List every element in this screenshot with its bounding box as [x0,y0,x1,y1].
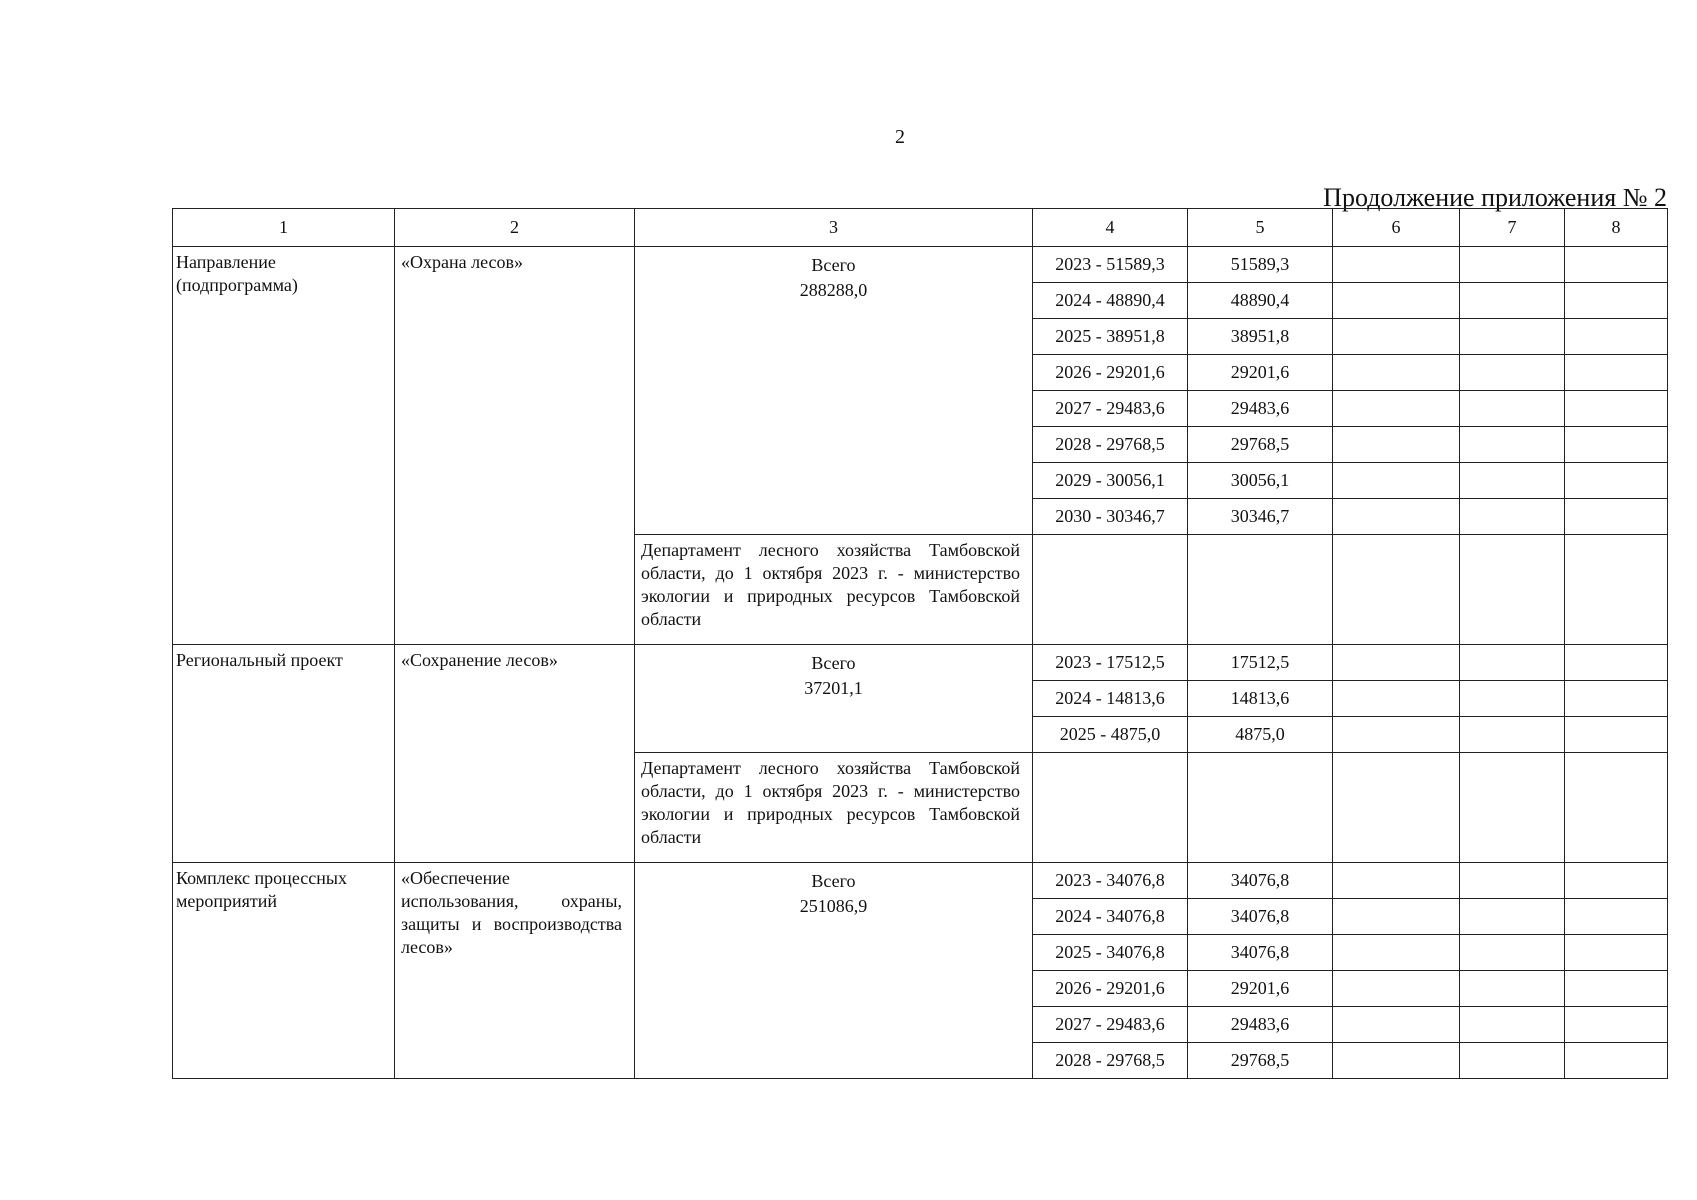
empty-cell [1565,971,1668,1007]
amount: 38951,8 [1188,319,1333,355]
amount: 29201,6 [1188,355,1333,391]
year-amount: 2030 - 30346,7 [1033,499,1188,535]
total-label: Всего [811,255,856,275]
column-header: 5 [1188,209,1333,247]
empty-cell [1333,1043,1460,1079]
empty-cell [1565,899,1668,935]
empty-cell [1333,1007,1460,1043]
empty-cell [1565,427,1668,463]
amount: 29483,6 [1188,391,1333,427]
column-header: 7 [1460,209,1565,247]
year-amount: 2027 - 29483,6 [1033,391,1188,427]
amount: 14813,6 [1188,681,1333,717]
year-amount: 2025 - 4875,0 [1033,717,1188,753]
section-name: «Сохранение лесов» [395,645,635,863]
empty-cell [1460,391,1565,427]
empty-cell [1565,645,1668,681]
empty-cell [1565,717,1668,753]
amount: 34076,8 [1188,863,1333,899]
amount: 34076,8 [1188,935,1333,971]
empty-cell [1565,681,1668,717]
empty-cell [1460,283,1565,319]
table-row [173,247,1668,283]
amount: 29768,5 [1188,1043,1333,1079]
total-label: Всего [811,871,856,891]
empty-cell [1333,681,1460,717]
empty-cell [1565,753,1668,863]
year-amount: 2024 - 48890,4 [1033,283,1188,319]
column-header: 8 [1565,209,1668,247]
department-cell: Департамент лесного хозяйства Тамбовской области, до 1 октября 2023 г. - министерство экологии и природных ресурсов Тамбовской области [635,535,1033,645]
total-label: Всего [811,653,856,673]
empty-cell [1460,427,1565,463]
page-number: 2 [895,126,905,148]
empty-cell [1565,463,1668,499]
empty-cell [1460,971,1565,1007]
year-amount: 2025 - 38951,8 [1033,319,1188,355]
total-cell [635,247,1033,535]
year-amount: 2026 - 29201,6 [1033,355,1188,391]
year-amount: 2028 - 29768,5 [1033,1043,1188,1079]
year-amount: 2029 - 30056,1 [1033,463,1188,499]
amount: 51589,3 [1188,247,1333,283]
empty-cell [1460,463,1565,499]
empty-cell [1565,247,1668,283]
empty-cell [1333,899,1460,935]
empty-cell [1333,971,1460,1007]
empty-cell [1333,717,1460,753]
total-value: 37201,1 [804,678,863,698]
year-amount: 2023 - 34076,8 [1033,863,1188,899]
empty-cell [1333,427,1460,463]
department-cell: Департамент лесного хозяйства Тамбовской области, до 1 октября 2023 г. - министерство экологии и природных ресурсов Тамбовской области [635,753,1033,863]
total-cell [635,645,1033,753]
appendix-title: Продолжение приложения № 2 [1323,183,1667,212]
section-type: Комплекс процессных мероприятий [173,863,395,1079]
empty-cell [1460,899,1565,935]
empty-cell [1460,863,1565,899]
header-row [173,209,1668,247]
section-name: «Обеспечение использования, охраны, защиты и воспроизводства лесов» [395,863,635,1079]
empty-cell [1333,463,1460,499]
table-row [173,863,1668,899]
column-header: 1 [173,209,395,247]
empty-cell [1460,499,1565,535]
empty-cell [1333,535,1460,645]
empty-cell [1460,717,1565,753]
empty-cell [1033,753,1188,863]
year-amount: 2027 - 29483,6 [1033,1007,1188,1043]
empty-cell [1565,863,1668,899]
empty-cell [1565,1007,1668,1043]
empty-cell [1333,283,1460,319]
amount: 29768,5 [1188,427,1333,463]
empty-cell [1565,499,1668,535]
empty-cell [1565,391,1668,427]
column-header: 3 [635,209,1033,247]
empty-cell [1333,247,1460,283]
total-value: 288288,0 [799,280,868,300]
amount: 29201,6 [1188,971,1333,1007]
year-amount: 2023 - 51589,3 [1033,247,1188,283]
column-header: 4 [1033,209,1188,247]
amount: 34076,8 [1188,899,1333,935]
empty-cell [1460,319,1565,355]
empty-cell [1565,319,1668,355]
empty-cell [1333,391,1460,427]
year-amount: 2024 - 14813,6 [1033,681,1188,717]
empty-cell [1333,863,1460,899]
empty-cell [1565,355,1668,391]
section-type: Направление (подпрограмма) [173,247,395,645]
year-amount: 2026 - 29201,6 [1033,971,1188,1007]
empty-cell [1333,753,1460,863]
table-row [173,645,1668,681]
empty-cell [1460,1043,1565,1079]
year-amount: 2023 - 17512,5 [1033,645,1188,681]
amount: 30056,1 [1188,463,1333,499]
empty-cell [1460,535,1565,645]
empty-cell [1460,247,1565,283]
section-name: «Охрана лесов» [395,247,635,645]
year-amount: 2028 - 29768,5 [1033,427,1188,463]
empty-cell [1460,753,1565,863]
section-type: Региональный проект [173,645,395,863]
empty-cell [1460,1007,1565,1043]
year-amount: 2024 - 34076,8 [1033,899,1188,935]
empty-cell [1333,499,1460,535]
amount: 29483,6 [1188,1007,1333,1043]
amount: 17512,5 [1188,645,1333,681]
amount: 4875,0 [1188,717,1333,753]
total-value: 251086,9 [799,896,868,916]
empty-cell [1333,645,1460,681]
empty-cell [1333,935,1460,971]
empty-cell [1460,935,1565,971]
empty-cell [1460,681,1565,717]
empty-cell [1565,1043,1668,1079]
empty-cell [1565,283,1668,319]
empty-cell [1333,355,1460,391]
column-header: 2 [395,209,635,247]
empty-cell [1565,535,1668,645]
empty-cell [1188,753,1333,863]
amount: 48890,4 [1188,283,1333,319]
column-header: 6 [1333,209,1460,247]
total-cell [635,863,1033,1079]
empty-cell [1460,355,1565,391]
year-amount: 2025 - 34076,8 [1033,935,1188,971]
empty-cell [1565,935,1668,971]
amount: 30346,7 [1188,499,1333,535]
empty-cell [1033,535,1188,645]
empty-cell [1188,535,1333,645]
empty-cell [1333,319,1460,355]
empty-cell [1460,645,1565,681]
budget-table [172,208,1668,1079]
